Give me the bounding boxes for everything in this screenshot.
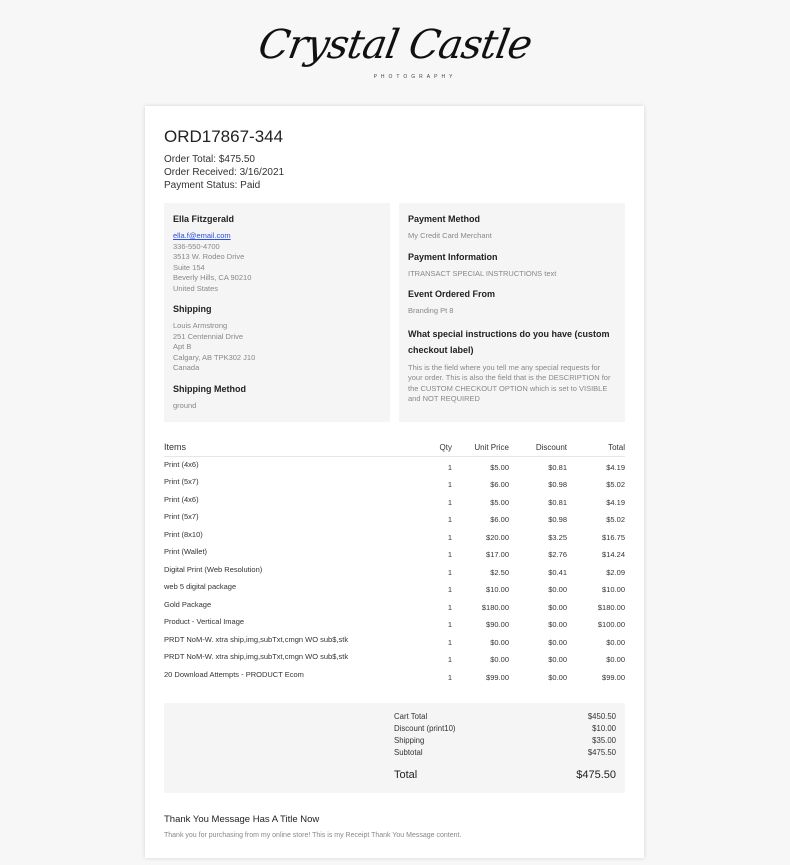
- table-cell: 1: [447, 567, 452, 577]
- table-cell: $14.24: [602, 550, 625, 560]
- table-cell: $99.00: [486, 672, 509, 682]
- address-line: Suite 154: [173, 262, 205, 272]
- table-cell: $0.00: [490, 655, 509, 665]
- table-cell: $3.25: [548, 532, 567, 542]
- table-cell: Print (5x7): [164, 477, 199, 486]
- table-cell: 20 Download Attempts - PRODUCT Ecom: [164, 669, 304, 679]
- table-row: [164, 457, 625, 475]
- table-cell: $5.02: [606, 515, 625, 525]
- shipping-method: ground: [173, 400, 197, 410]
- summary-value: $475.50: [576, 769, 616, 781]
- summary-label: Total: [394, 769, 418, 781]
- table-cell: $17.00: [486, 550, 509, 560]
- table-cell: $0.00: [548, 637, 567, 647]
- shipping-method-heading: Shipping Method: [173, 383, 246, 394]
- summary-value: $10.00: [592, 724, 616, 733]
- address-line: United States: [173, 283, 219, 293]
- payment-info-heading: Payment Information: [408, 251, 498, 262]
- table-cell: $5.02: [606, 480, 625, 490]
- table-cell: $0.41: [548, 567, 567, 577]
- table-cell: 1: [447, 655, 452, 665]
- table-cell: $0.00: [548, 672, 567, 682]
- brand-name: Crystal Castle: [255, 22, 535, 68]
- thank-you-title: Thank You Message Has A Title Now: [164, 814, 320, 825]
- col-qty: Qty: [412, 440, 452, 457]
- table-cell: $16.75: [602, 532, 625, 542]
- order-received: Order Received: 3/16/2021: [164, 167, 285, 178]
- table-row: [164, 614, 625, 632]
- summary-row: [394, 748, 616, 757]
- payment-status: Payment Status: Paid: [164, 180, 261, 191]
- table-cell: $0.00: [548, 655, 567, 665]
- table-cell: $5.00: [490, 497, 509, 507]
- table-row: [164, 509, 625, 527]
- table-row: [164, 632, 625, 650]
- table-cell: $5.00: [490, 463, 509, 472]
- customer-name: Ella Fitzgerald: [173, 214, 235, 224]
- col-total: Total: [567, 440, 625, 457]
- shipping-line: Apt B: [173, 342, 192, 351]
- items-table: [164, 440, 625, 684]
- table-row: [164, 649, 625, 667]
- table-cell: 1: [447, 532, 452, 542]
- table-cell: 1: [447, 672, 452, 682]
- event-heading: Event Ordered From: [408, 289, 496, 299]
- table-cell: $99.00: [602, 672, 625, 682]
- summary-label: Subtotal: [394, 748, 423, 757]
- table-cell: 1: [447, 637, 452, 647]
- table-cell: $4.19: [606, 463, 625, 472]
- summary-label: Shipping: [394, 736, 425, 745]
- shipping-line: 251 Centennial Drive: [173, 331, 244, 341]
- shipping-heading: Shipping: [173, 304, 212, 314]
- table-row: [164, 474, 625, 492]
- table-cell: $20.00: [486, 532, 509, 542]
- table-row: [164, 562, 625, 580]
- table-cell: $0.00: [548, 620, 567, 630]
- table-cell: $0.81: [548, 463, 567, 472]
- table-cell: $180.00: [597, 602, 625, 612]
- summary-row: [394, 736, 616, 745]
- table-cell: Product - Vertical Image: [164, 617, 245, 626]
- table-cell: Print (4x6): [164, 460, 199, 469]
- table-cell: $0.00: [548, 602, 567, 612]
- address-line: 3513 W. Rodeo Drive: [173, 252, 245, 261]
- order-summary: [164, 703, 625, 793]
- table-cell: PRDT NoM-W. xtra ship,img,subTxt,cmgn WO sub$,stk: [164, 652, 349, 661]
- brand-logo: [0, 22, 790, 80]
- summary-row: [394, 712, 616, 721]
- order-id: ORD17867-344: [164, 127, 284, 146]
- order-total: Order Total: $475.50: [164, 154, 255, 165]
- table-cell: $100.00: [597, 620, 625, 630]
- special-instructions: This is the field where you tell me any special requests for your order. This is also the field that is the DESCRIPTION for the CUSTOM CHECKOUT OPTION which is set to VISIBLE and NOT REQUIRED: [408, 362, 611, 403]
- table-cell: $2.50: [490, 567, 509, 577]
- col-unit-price: Unit Price: [452, 440, 509, 457]
- table-cell: $6.00: [490, 480, 509, 490]
- table-row: [164, 667, 625, 685]
- table-cell: $6.00: [490, 515, 509, 525]
- table-cell: $2.76: [548, 550, 567, 560]
- payment-box: [399, 203, 625, 422]
- event-name: Branding Pt 8: [408, 306, 454, 315]
- table-cell: $180.00: [481, 602, 509, 612]
- table-cell: Digital Print (Web Resolution): [164, 564, 263, 574]
- table-cell: 1: [447, 620, 452, 630]
- customer-box: [164, 203, 390, 422]
- table-cell: 1: [447, 480, 452, 490]
- payment-method: My Credit Card Merchant: [408, 231, 492, 240]
- table-cell: $4.19: [606, 497, 625, 507]
- table-cell: 1: [447, 602, 452, 612]
- summary-row: [394, 724, 616, 733]
- table-cell: 1: [447, 550, 452, 560]
- table-row: [164, 597, 625, 615]
- brand-tagline: PHOTOGRAPHY: [373, 74, 457, 80]
- summary-label: Cart Total: [394, 712, 428, 721]
- table-row: [164, 544, 625, 562]
- table-cell: Print (5x7): [164, 512, 199, 521]
- summary-value: $450.50: [587, 712, 616, 721]
- table-cell: 1: [447, 497, 452, 507]
- table-cell: $0.00: [606, 655, 625, 665]
- table-cell: PRDT NoM-W. xtra ship,img,subTxt,cmgn WO sub$,stk: [164, 634, 349, 644]
- table-cell: $0.98: [548, 515, 567, 525]
- customer-phone: 336-550-4700: [173, 241, 220, 251]
- table-cell: 1: [447, 463, 452, 472]
- summary-value: $35.00: [592, 736, 616, 745]
- table-cell: Print (4x6): [164, 494, 199, 504]
- receipt-card: [145, 106, 644, 858]
- table-row: [164, 527, 625, 545]
- table-cell: $0.00: [548, 585, 567, 595]
- table-cell: Gold Package: [164, 599, 212, 609]
- table-cell: $90.00: [486, 620, 509, 630]
- summary-label: Discount (print10): [394, 724, 456, 733]
- table-cell: $0.81: [548, 497, 567, 507]
- summary-value: $475.50: [587, 748, 616, 757]
- payment-info: ITRANSACT SPECIAL INSTRUCTIONS text: [408, 268, 557, 278]
- col-discount: Discount: [509, 440, 567, 457]
- summary-row: [394, 769, 616, 781]
- table-cell: web 5 digital package: [164, 582, 237, 591]
- customer-email-link[interactable]: ella.f@email.com: [173, 231, 231, 240]
- table-cell: Print (8x10): [164, 529, 203, 539]
- table-cell: $0.00: [606, 637, 625, 647]
- special-instructions-heading: What special instructions do you have (custom checkout label): [408, 328, 610, 355]
- thank-you-text: Thank you for purchasing from my online store! This is my Receipt Thank You Message content.: [164, 832, 462, 839]
- table-cell: $10.00: [486, 585, 509, 595]
- table-cell: $10.00: [602, 585, 625, 595]
- table-cell: $0.98: [548, 480, 567, 490]
- address-line: Beverly Hills, CA 90210: [173, 273, 252, 282]
- shipping-line: Louis Armstrong: [173, 321, 228, 330]
- table-cell: $2.09: [606, 567, 625, 577]
- table-row: [164, 579, 625, 597]
- table-cell: 1: [447, 585, 452, 595]
- table-row: [164, 492, 625, 510]
- table-cell: 1: [447, 515, 452, 525]
- col-items: Items: [164, 440, 412, 457]
- order-meta: [164, 153, 625, 192]
- table-cell: Print (Wallet): [164, 547, 208, 556]
- payment-method-heading: Payment Method: [408, 214, 481, 224]
- table-cell: $0.00: [490, 637, 509, 647]
- shipping-line: Calgary, AB TPK302 J10: [173, 352, 256, 362]
- shipping-line: Canada: [173, 363, 200, 372]
